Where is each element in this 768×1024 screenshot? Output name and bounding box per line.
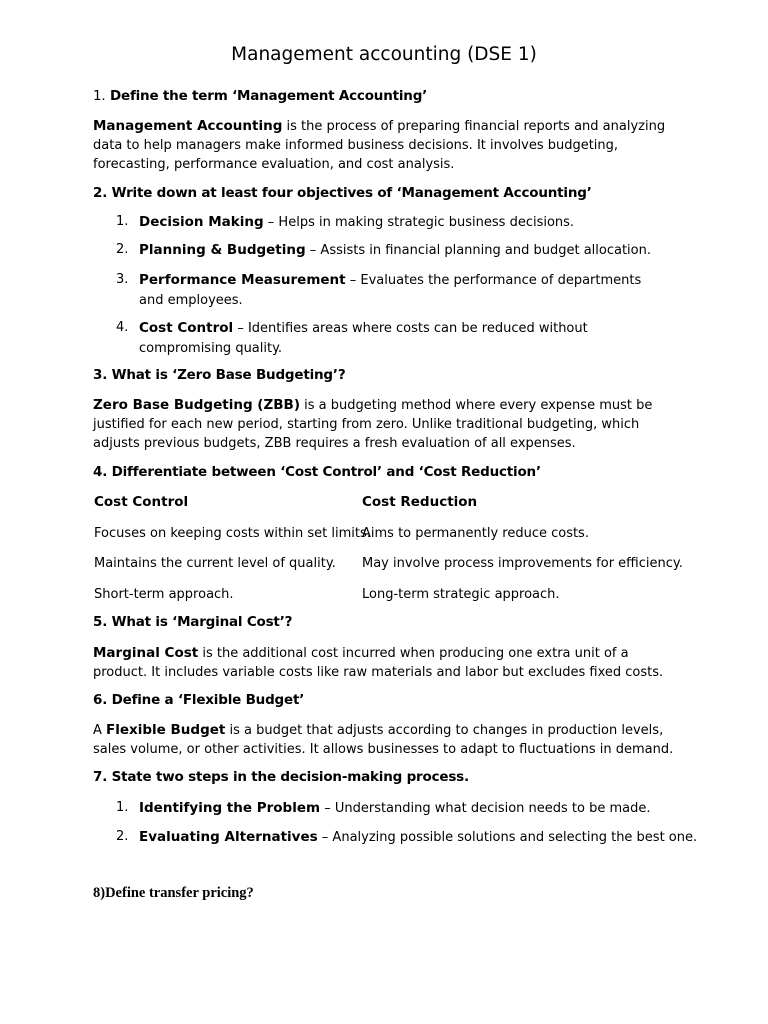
list-marker: 1. xyxy=(116,800,129,815)
question-1-answer xyxy=(93,117,683,174)
list-item xyxy=(139,827,739,848)
question-5-answer xyxy=(93,644,683,682)
list-item-term: Performance Measurement xyxy=(139,272,346,288)
list-item-term: Decision Making xyxy=(139,214,264,230)
table-cell: Aims to permanently reduce costs. xyxy=(362,526,589,541)
list-item-term: Cost Control xyxy=(139,320,234,336)
question-3-heading: 3. What is ‘Zero Base Budgeting’? xyxy=(93,367,346,383)
list-item-term: Evaluating Alternatives xyxy=(139,829,318,845)
question-3-answer xyxy=(93,396,683,453)
answer-5-term: Marginal Cost xyxy=(93,645,199,661)
list-item xyxy=(139,212,679,233)
table-cell: Maintains the current level of quality. xyxy=(94,556,336,571)
table-cell: Focuses on keeping costs within set limits. xyxy=(94,526,371,541)
answer-1-term: Management Accounting xyxy=(93,118,283,134)
list-marker: 4. xyxy=(116,320,129,335)
list-item-text: – Identifies areas where costs can be reduced without compromising quality. xyxy=(139,321,588,356)
list-item-text: – Helps in making strategic business decisions. xyxy=(263,215,575,230)
table-header-cost-control: Cost Control xyxy=(94,494,189,510)
list-item-term: Identifying the Problem xyxy=(139,800,321,816)
list-item-text: – Analyzing possible solutions and selecting the best one. xyxy=(317,830,698,845)
list-item xyxy=(139,240,679,261)
question-6-answer xyxy=(93,721,683,759)
table-header-cost-reduction: Cost Reduction xyxy=(362,494,478,510)
list-marker: 2. xyxy=(116,242,129,257)
question-8-heading: 8)Define transfer pricing? xyxy=(93,885,254,901)
question-7-heading: 7. State two steps in the decision-making process. xyxy=(93,769,469,785)
answer-6-term: Flexible Budget xyxy=(106,722,226,738)
answer-5-body: is the additional cost incurred when producing one extra unit of a product. It includes variable costs like raw materials and labor but excludes fixed costs. xyxy=(93,646,664,680)
question-6-heading: 6. Define a ‘Flexible Budget’ xyxy=(93,692,305,708)
table-cell: Short-term approach. xyxy=(94,587,234,602)
list-marker: 3. xyxy=(116,272,129,287)
question-1-heading xyxy=(93,88,427,104)
question-1-number: 1. xyxy=(93,88,106,104)
list-item xyxy=(139,798,699,819)
list-item-text: – Understanding what decision needs to be made. xyxy=(320,801,651,816)
table-cell: May involve process improvements for efficiency. xyxy=(362,556,683,571)
list-marker: 2. xyxy=(116,829,129,844)
answer-6-prefix: A xyxy=(93,723,107,738)
answer-6-body: is a budget that adjusts according to changes in production levels, sales volume, or other activities. It allows businesses to adapt to fluctuations in demand. xyxy=(93,723,674,757)
list-item xyxy=(139,318,679,359)
answer-3-body: is a budgeting method where every expense must be justified for each new period, starting from zero. Unlike traditional budgeting, which adjusts previous budgets, ZBB requires a fresh evaluation of all expenses. xyxy=(93,398,653,451)
list-item-text: – Evaluates the performance of departments and employees. xyxy=(139,273,642,308)
table-cell: Long-term strategic approach. xyxy=(362,587,560,602)
question-2-heading: 2. Write down at least four objectives of ‘Management Accounting’ xyxy=(93,185,592,201)
list-item-term: Planning & Budgeting xyxy=(139,242,306,258)
question-5-heading: 5. What is ‘Marginal Cost’? xyxy=(93,614,293,630)
question-1-text: Define the term ‘Management Accounting’ xyxy=(109,88,428,104)
question-4-heading: 4. Differentiate between ‘Cost Control’ and ‘Cost Reduction’ xyxy=(93,464,541,480)
list-item-text: – Assists in financial planning and budget allocation. xyxy=(305,243,651,258)
answer-3-term: Zero Base Budgeting (ZBB) xyxy=(93,397,301,413)
list-marker: 1. xyxy=(116,214,129,229)
answer-1-body: is the process of preparing financial reports and analyzing data to help managers make informed business decisions. It involves budgeting, forecasting, performance evaluation, and cost analysis. xyxy=(93,119,666,172)
list-item xyxy=(139,270,659,311)
document-title: Management accounting (DSE 1) xyxy=(231,44,537,65)
